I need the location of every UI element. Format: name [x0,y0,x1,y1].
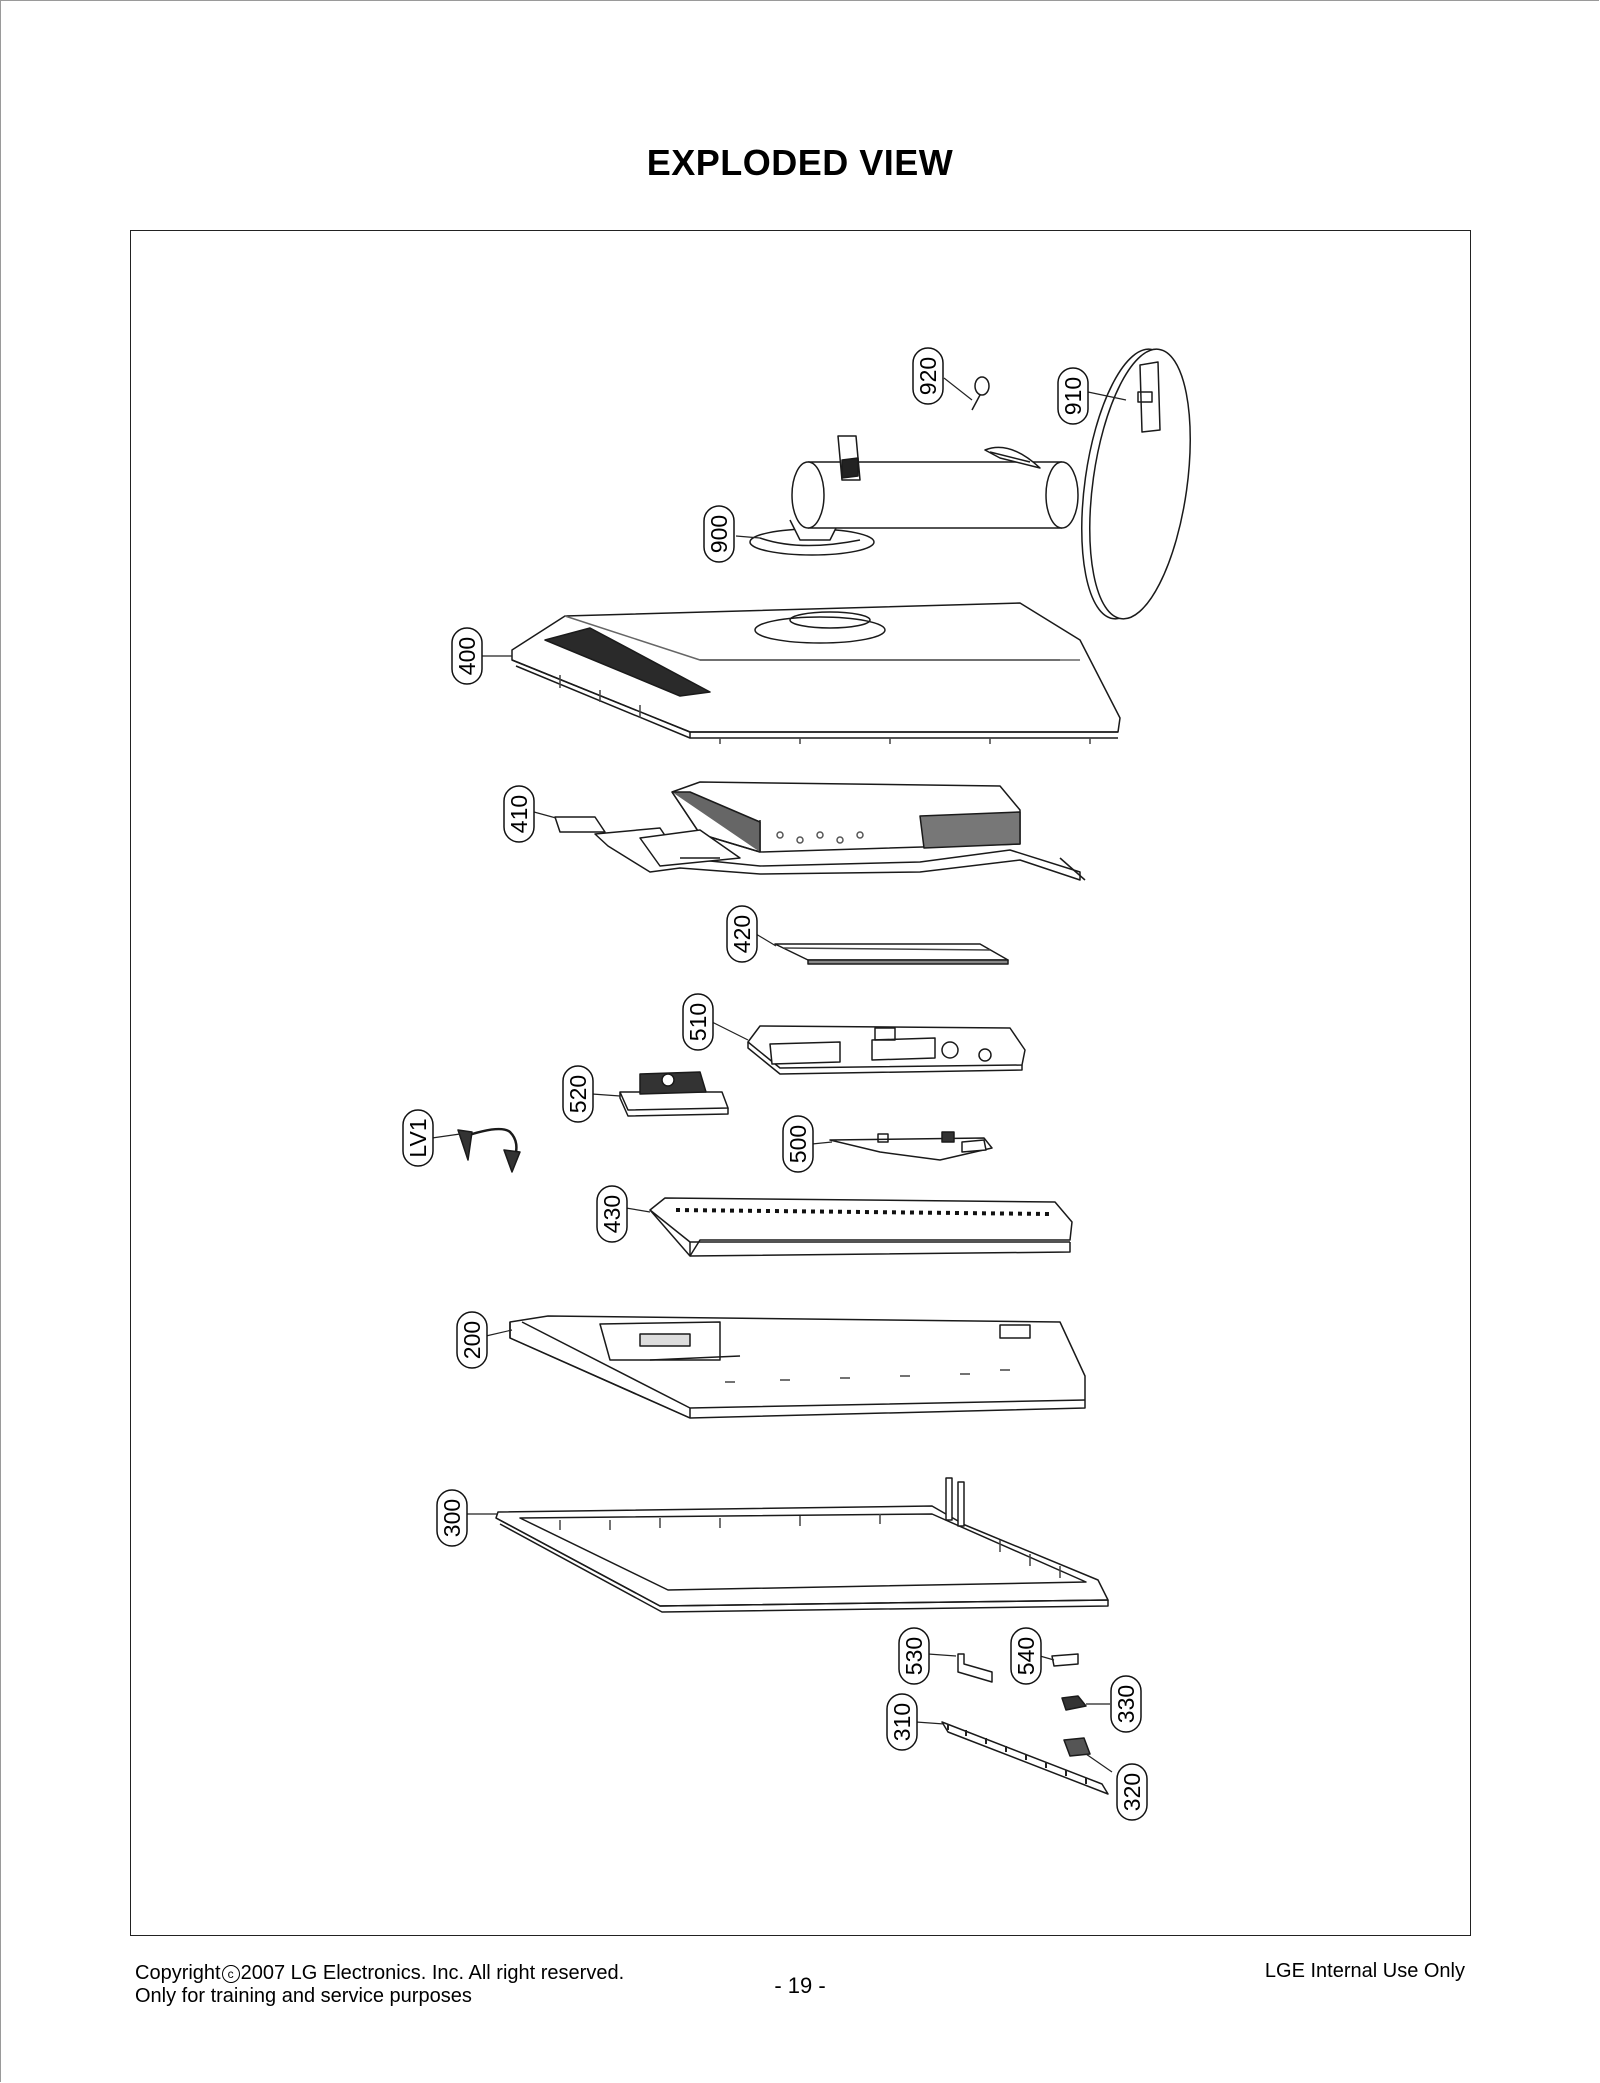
part-label-540 [1011,1628,1041,1684]
svg-text:330: 330 [1113,1684,1139,1724]
clip-920 [972,377,989,410]
part-320 [1064,1738,1090,1756]
svg-text:540: 540 [1013,1636,1039,1676]
part-label-900 [704,506,734,562]
part-310 [942,1722,1108,1794]
lcd-panel-200 [510,1316,1085,1418]
part-label-400 [452,628,482,684]
svg-text:420: 420 [729,914,755,954]
stand-hinge-900 [750,436,1078,555]
shield-plate-410 [555,782,1085,880]
part-label-430 [597,1186,627,1242]
copyright-prefix: Copyright [135,1962,221,1984]
svg-text:400: 400 [454,636,480,676]
lvds-cable-lv1 [458,1129,520,1172]
svg-text:530: 530 [901,1636,927,1676]
svg-text:430: 430 [599,1194,625,1234]
part-label-300 [437,1490,467,1546]
power-board-510 [748,1026,1025,1074]
internal-use-note: LGE Internal Use Only [1264,1960,1465,1982]
svg-text:200: 200 [459,1320,485,1360]
svg-text:510: 510 [685,1002,711,1042]
part-label-200 [457,1312,487,1368]
svg-text:900: 900 [706,514,732,554]
part-label-410 [504,786,534,842]
part-label-920 [913,348,943,404]
training-note: Only for training and service purposes [135,1985,472,2007]
part-label-530 [899,1628,929,1684]
copyright-text: 2007 LG Electronics. Inc. All right reserved. [240,1962,625,1984]
part-label-500 [783,1116,813,1172]
part-label-310 [887,1694,917,1750]
svg-text:300: 300 [439,1498,465,1538]
part-label-510 [683,994,713,1050]
part-label-320 [1117,1764,1147,1820]
svg-text:LV1: LV1 [405,1118,431,1158]
part-label-420 [727,906,757,962]
svg-text:520: 520 [565,1074,591,1114]
svg-text:500: 500 [785,1124,811,1164]
page-title: EXPLODED VIEW [646,142,954,183]
svg-text:320: 320 [1119,1772,1145,1812]
front-cabinet-300 [496,1478,1108,1612]
part-label-lv1 [403,1110,433,1166]
page-number: - 19 - [774,1973,826,1998]
small-board-520 [620,1072,728,1116]
svg-text:920: 920 [915,356,941,396]
sheet-420 [775,944,1008,964]
part-540 [1052,1654,1078,1666]
copyright-symbol: c [222,1965,240,1983]
svg-text:410: 410 [506,794,532,834]
svg-text:310: 310 [889,1702,915,1742]
svg-text:910: 910 [1060,376,1086,416]
part-label-330 [1111,1676,1141,1732]
part-label-910 [1058,368,1088,424]
panel-frame-430 [650,1198,1072,1256]
part-label-520 [563,1066,593,1122]
part-530 [958,1654,992,1682]
part-330 [1062,1696,1086,1710]
back-cover-400 [512,603,1120,744]
board-500 [830,1132,992,1160]
